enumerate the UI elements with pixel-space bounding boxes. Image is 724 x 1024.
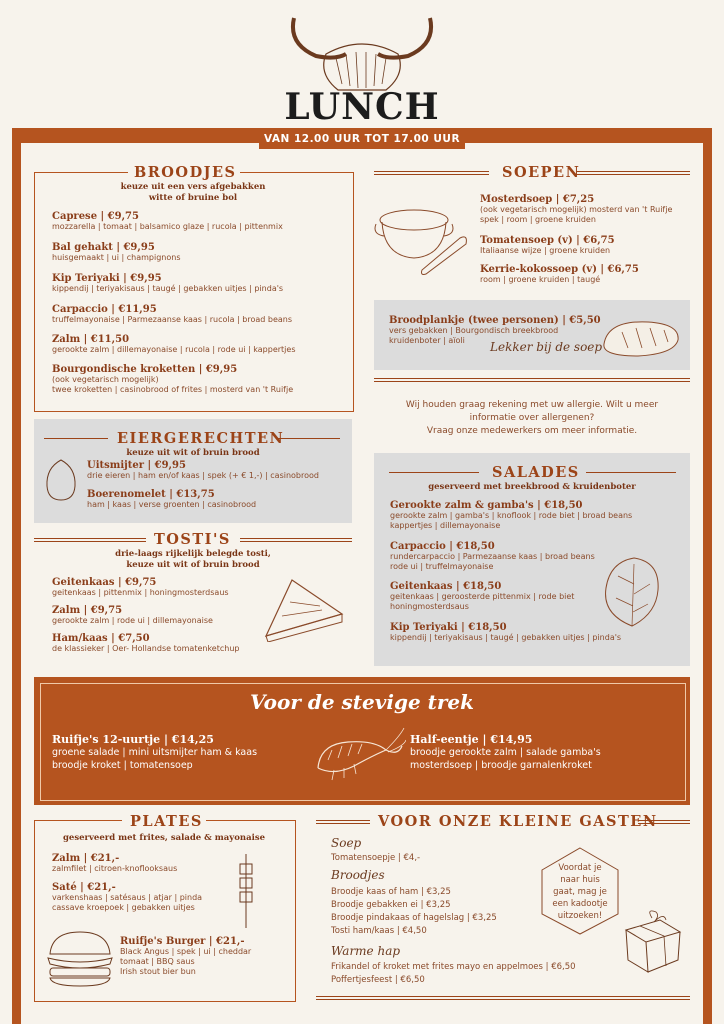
burger-icon	[46, 928, 114, 988]
item-desc: twee kroketten | casinobrood of frites | mosterd van 't Ruifje	[52, 385, 294, 394]
broodjes-item	[52, 273, 283, 294]
item-name: Kerrie-kokossoep (v) | €6,75	[480, 264, 639, 275]
broodjes-item	[52, 304, 292, 325]
item-name: Mosterdsoep | €7,25	[480, 194, 595, 205]
gift-note-line: een kadootje	[552, 899, 608, 909]
kids-title: VOOR ONZE KLEINE GASTEN	[378, 813, 658, 830]
item-desc: rundercarpaccio | Parmezaanse kaas | broad beans	[390, 552, 595, 561]
kids-item: Tomatensoepje | €4,-	[331, 853, 421, 863]
opening-hours-banner: VAN 12.00 UUR TOT 17.00 UUR	[259, 129, 465, 149]
item-desc: (ook vegetarisch mogelijk)	[52, 375, 159, 384]
tostis-item	[52, 605, 213, 626]
item-name: Ham/kaas | €7,50	[52, 633, 150, 644]
item-desc: kippendij | teriyakisaus | taugé | gebakken uitjes | pinda's	[52, 284, 284, 293]
eiergerechten-title: EIERGERECHTEN	[117, 430, 285, 447]
eiergerechten-subtitle: keuze uit wit of bruin brood	[126, 448, 260, 458]
soup-bowl-icon	[374, 198, 474, 280]
kids-broodjes-heading: Broodjes	[331, 868, 385, 882]
soepen-item	[480, 235, 615, 256]
broodjes-title: BROODJES	[134, 164, 237, 181]
tostis-item	[52, 577, 229, 598]
item-desc: broodje gerookte zalm | salade gamba's	[410, 747, 601, 758]
item-desc: (ook vegetarisch mogelijk) mosterd van 't Ruifje	[480, 205, 673, 214]
salades-item	[390, 581, 574, 612]
stevige-trek-item	[410, 733, 601, 772]
item-desc: truffelmayonaise | Parmezaanse kaas | rucola | broad beans	[52, 315, 293, 324]
plates-title: PLATES	[130, 813, 203, 830]
tosti-sandwich-icon	[262, 576, 346, 642]
gift-note-line: naar huis	[560, 875, 600, 885]
item-desc: geitenkaas | pittenmix | honingmosterdsaus	[52, 588, 229, 597]
item-desc: Italiaanse wijze | groene kruiden	[480, 246, 611, 255]
plates-item	[52, 882, 202, 913]
item-name: Kip Teriyaki | €18,50	[390, 622, 507, 633]
tostis-subtitle-2: keuze uit wit of bruin brood	[126, 560, 260, 570]
item-desc: mosterdsoep | broodje garnalenkroket	[410, 760, 592, 771]
item-name: Geitenkaas | €18,50	[390, 581, 502, 592]
plates-item	[52, 853, 177, 874]
item-name: Bal gehakt | €9,95	[52, 242, 155, 253]
gift-note-line: gaat, mag je	[553, 887, 607, 897]
gift-note	[545, 862, 615, 922]
lettuce-leaf-icon	[600, 554, 664, 628]
item-name: Gerookte zalm & gamba's | €18,50	[390, 500, 583, 511]
item-name: Saté | €21,-	[52, 882, 116, 893]
plates-item	[120, 936, 251, 977]
item-desc: huisgemaakt | ui | champignons	[52, 253, 181, 262]
broodjes-item	[52, 211, 283, 232]
item-desc: gerookte zalm | gamba's | knoflook | rode biet | broad beans	[390, 511, 633, 520]
broodplankje-note: Lekker bij de soep	[490, 340, 603, 354]
item-desc: kruidenboter | aïoli	[389, 336, 465, 345]
stevige-trek-title: Voor de stevige trek	[249, 690, 474, 714]
page-title: LUNCH	[284, 86, 440, 128]
item-name: Zalm | €11,50	[52, 334, 130, 345]
salades-item	[390, 622, 621, 643]
salades-subtitle: geserveerd met breekbrood & kruidenboter	[428, 482, 636, 492]
highland-cow-logo	[286, 14, 438, 96]
item-desc: room | groene kruiden | taugé	[480, 275, 601, 284]
kids-item: Tosti ham/kaas | €4,50	[331, 926, 427, 936]
eiergerechten-item	[87, 489, 256, 510]
item-name: Broodplankje (twee personen) | €5,50	[389, 315, 601, 326]
tostis-item	[52, 633, 239, 654]
item-name: Carpaccio | €11,95	[52, 304, 157, 315]
kids-item: Frikandel of kroket met frites mayo en appelmoes | €6,50	[331, 962, 576, 972]
item-name: Zalm | €21,-	[52, 853, 120, 864]
item-desc: groene salade | mini uitsmijter ham & kaas	[52, 747, 258, 758]
bread-icon	[598, 314, 684, 360]
item-name: Carpaccio | €18,50	[390, 541, 495, 552]
kids-soep-heading: Soep	[331, 836, 362, 850]
item-name: Geitenkaas | €9,75	[52, 577, 157, 588]
item-desc: geitenkaas | geroosterde pittenmix | rode biet	[390, 592, 575, 601]
shrimp-icon	[314, 726, 406, 782]
item-desc: cassave kroepoek | gebakken uitjes	[52, 903, 195, 912]
item-name: Ruifje's 12-uurtje | €14,25	[52, 733, 214, 746]
item-desc: Black Angus | spek | ui | cheddar	[120, 947, 252, 956]
tostis-subtitle-1: drie-laags rijkelijk belegde tosti,	[115, 549, 271, 559]
item-desc: kippendij | teriyakisaus | taugé | gebakken uitjes | pinda's	[390, 633, 622, 642]
soepen-item	[480, 264, 639, 285]
item-desc: ham | kaas | verse groenten | casinobrood	[87, 500, 257, 509]
item-desc: honingmosterdsaus	[390, 602, 469, 611]
item-name: Uitsmijter | €9,95	[87, 460, 186, 471]
item-desc: gerookte zalm | rode ui | dillemayonaise	[52, 616, 213, 625]
gift-note-line: Voordat je	[558, 863, 602, 873]
kids-warm-heading: Warme hap	[331, 944, 401, 958]
broodjes-item	[52, 334, 296, 355]
item-desc: vers gebakken | Bourgondisch breekbrood	[389, 326, 559, 335]
allergy-line: Wij houden graag rekening met uw allergie. Wilt u meer	[405, 400, 659, 410]
item-desc: rode ui | truffelmayonaise	[390, 562, 494, 571]
allergy-notice	[374, 399, 690, 438]
broodjes-subtitle-1: keuze uit een vers afgebakken	[120, 182, 266, 192]
plates-subtitle: geserveerd met frites, salade & mayonaise	[62, 833, 266, 843]
item-desc: broodje kroket | tomatensoep	[52, 760, 193, 771]
item-desc: varkenshaas | satésaus | atjar | pinda	[52, 893, 203, 902]
broodjes-item	[52, 242, 181, 263]
broodjes-subtitle-2: witte of bruine bol	[148, 193, 238, 203]
item-desc: zalmfilet | citroen-knoflooksaus	[52, 864, 178, 873]
egg-icon	[44, 458, 78, 502]
item-name: Zalm | €9,75	[52, 605, 123, 616]
tostis-title: TOSTI'S	[154, 531, 231, 548]
soepen-item	[480, 194, 672, 225]
item-desc: Irish stout bier bun	[120, 967, 196, 976]
kids-item: Broodje gebakken ei | €3,25	[331, 900, 451, 910]
item-desc: gerookte zalm | dillemayonaise | rucola | rode ui | kappertjes	[52, 345, 296, 354]
gift-box-icon	[620, 906, 684, 974]
soepen-title: SOEPEN	[502, 164, 581, 181]
sate-skewer-icon	[236, 852, 256, 930]
item-name: Boerenomelet | €13,75	[87, 489, 215, 500]
item-name: Half-eentje | €14,95	[410, 733, 533, 746]
item-name: Caprese | €9,75	[52, 211, 139, 222]
item-desc: mozzarella | tomaat | balsamico glaze | rucola | pittenmix	[52, 222, 283, 231]
allergy-line: informatie over allergenen?	[469, 413, 595, 423]
item-name: Tomatensoep (v) | €6,75	[480, 235, 615, 246]
item-name: Ruifje's Burger | €21,-	[120, 936, 245, 947]
salades-item	[390, 541, 595, 572]
item-name: Kip Teriyaki | €9,95	[52, 273, 162, 284]
kids-item: Poffertjesfeest | €6,50	[331, 975, 425, 985]
stevige-trek-item	[52, 733, 257, 772]
gift-note-line: uitzoeken!	[557, 911, 603, 921]
kids-item: Broodje pindakaas of hagelslag | €3,25	[331, 913, 497, 923]
salades-item	[390, 500, 632, 531]
eiergerechten-item	[87, 460, 319, 481]
item-name: Bourgondische kroketten | €9,95	[52, 364, 238, 375]
item-desc: de klassieker | Oer- Hollandse tomatenketchup	[52, 644, 240, 653]
item-desc: tomaat | BBQ saus	[120, 957, 195, 966]
item-desc: drie eieren | ham en/of kaas | spek (+ € 1,-) | casinobrood	[87, 471, 319, 480]
item-desc: kappertjes | dillemayonaise	[390, 521, 501, 530]
salades-title: SALADES	[492, 464, 580, 481]
kids-item: Broodje kaas of ham | €3,25	[331, 887, 451, 897]
allergy-line: Vraag onze medewerkers om meer informatie.	[426, 426, 638, 436]
item-desc: spek | room | groene kruiden	[480, 215, 596, 224]
broodjes-item	[52, 364, 293, 395]
